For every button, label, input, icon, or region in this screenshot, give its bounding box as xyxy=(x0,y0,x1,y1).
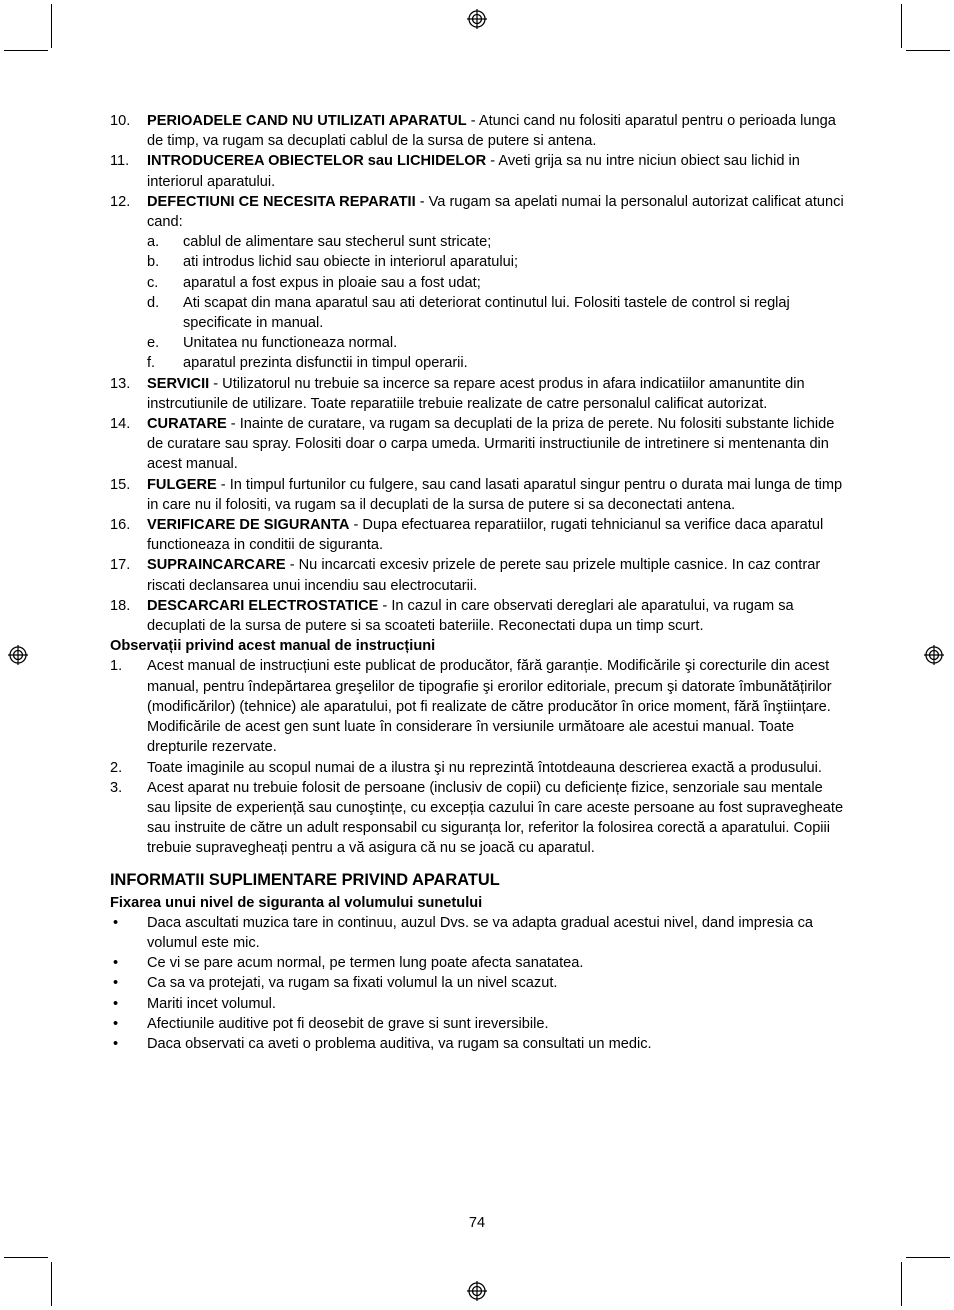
bullet-icon: • xyxy=(113,955,119,972)
item-number: 1. xyxy=(110,658,123,675)
item-number: 17. xyxy=(110,557,131,574)
item-number: 18. xyxy=(110,597,131,614)
list-item xyxy=(110,475,847,515)
item-text: - In cazul in care observati dereglari ale aparatului, va rugam sa decuplati de la sursa de putere si sa scoateti bateriile. Reconectati dupa un timp scurt. xyxy=(147,597,794,635)
sub-item-letter: b. xyxy=(147,254,160,271)
bullet-text: Afectiunile auditive pot fi deosebit de grave si sunt ireversibile. xyxy=(147,1015,549,1032)
bullet-item xyxy=(110,913,847,953)
sub-list-item xyxy=(110,353,847,373)
item-number: 10. xyxy=(110,113,131,129)
list-item xyxy=(110,758,847,778)
sub-item-letter: d. xyxy=(147,294,160,311)
crop-mark xyxy=(51,1262,52,1306)
bullet-text: Mariti incet volumul. xyxy=(147,995,276,1012)
sub-item-text: cablul de alimentare sau stecherul sunt stricate; xyxy=(183,234,492,251)
bullet-text: Ce vi se pare acum normal, pe termen lung poate afecta sanatatea. xyxy=(147,955,584,972)
list-item xyxy=(110,555,847,595)
crop-mark xyxy=(901,4,902,48)
registration-mark-icon xyxy=(8,645,28,665)
sub-list-item xyxy=(110,252,847,272)
sub-list-item xyxy=(110,333,847,353)
item-title: CURATARE xyxy=(147,416,227,433)
list-item xyxy=(110,374,847,414)
item-title: DEFECTIUNI CE NECESITA REPARATII xyxy=(147,193,416,210)
item-number: 14. xyxy=(110,416,131,433)
bullet-icon: • xyxy=(113,975,119,992)
sub-item-text: aparatul a fost expus in ploaie sau a fost udat; xyxy=(183,274,481,291)
item-text: - Nu incarcati excesiv prizele de perete sau prizele multiple casnice. In caz contrar riscati declansarea unui incendiu sau electrocutarii. xyxy=(147,557,821,594)
list-item xyxy=(110,192,847,232)
bullet-item xyxy=(110,1014,847,1034)
item-number: 3. xyxy=(110,779,123,796)
item-text: - Utilizatorul nu trebuie sa incerce sa repare acest produs in afara indicatiilor amanuntite din instrcutiunile de utilizare. Toate reparatiile trebuie realizate de catre personalul calificat autorizat. xyxy=(147,375,805,412)
registration-mark-icon xyxy=(467,1281,487,1301)
item-title: SUPRAINCARCARE xyxy=(147,557,286,574)
bullet-text: Ca sa va protejati, va rugam sa fixati volumul la un nivel scazut. xyxy=(147,975,558,992)
document-body xyxy=(110,111,847,1054)
section-heading: INFORMATII SUPLIMENTARE PRIVIND APARATUL xyxy=(110,870,500,889)
crop-mark xyxy=(51,4,52,48)
sub-item-letter: f. xyxy=(147,355,156,372)
subsection-heading: Fixarea unui nivel de siguranta al volumului sunetului xyxy=(110,894,483,911)
item-number: 13. xyxy=(110,375,131,392)
sub-list-item xyxy=(110,232,847,252)
crop-mark xyxy=(906,50,950,51)
item-number: 12. xyxy=(110,193,131,210)
manual-heading: Observații privind acest manual de instrucțiuni xyxy=(110,638,436,655)
crop-mark xyxy=(4,1257,48,1258)
crop-mark xyxy=(4,50,48,51)
item-text: - Va rugam sa apelati numai la personalul autorizat calificat atunci cand: xyxy=(147,193,844,231)
crop-mark xyxy=(906,1257,950,1258)
list-item xyxy=(110,515,847,555)
bullet-icon: • xyxy=(113,914,119,931)
sub-item-text: Ati scapat din mana aparatul sau ati deteriorat continutul lui. Folositi tastele de control si reglaj specificate in manual. xyxy=(183,294,790,332)
list-item xyxy=(110,414,847,475)
bullet-item xyxy=(110,973,847,993)
registration-mark-icon xyxy=(924,645,944,665)
bullet-icon: • xyxy=(113,1015,119,1032)
sub-list-item xyxy=(110,293,847,333)
item-number: 15. xyxy=(110,476,131,493)
item-number: 2. xyxy=(110,759,123,776)
item-text: Acest manual de instrucțiuni este publicat de producător, fără garanție. Modificările şi corecturile din acest manual, pentru îndepărtarea greşelilor de tipografie şi erorilor editoriale, precum şi datorate îmbunătățirilor (modificărilor) (tehnice) ale aparatului, pot fi realizate de către producător în orice moment, fără înştiințare. Modificările de acest gen sunt luate în considerare în versiunile următoare ale acestui manual. Toate drepturile rezervate. xyxy=(147,658,832,756)
item-number: 11. xyxy=(110,153,130,170)
list-item xyxy=(110,111,847,151)
bullet-icon: • xyxy=(113,995,119,1012)
item-title: FULGERE xyxy=(147,476,217,493)
item-title: INTRODUCEREA OBIECTELOR sau LICHIDELOR xyxy=(147,153,487,170)
sub-list-item xyxy=(110,273,847,293)
list-item xyxy=(110,596,847,636)
item-text: Toate imaginile au scopul numai de a ilustra şi nu reprezintă întotdeauna descrierea exactă a produsului. xyxy=(147,759,822,776)
item-title: SERVICII xyxy=(147,375,210,392)
item-text: Acest aparat nu trebuie folosit de persoane (inclusiv de copii) cu deficiențe fizice, senzoriale sau mentale sau lipsite de experiență sau cunoştințe, cu excepția cazului în care aceste persoane au fost supravegheate sau instruite de către un adult responsabil cu siguranța lor, referitor la folosirea corectă a aparatului. Copiii trebuie supravegheați pentru a vă asigura că nu se joacă cu aparatul. xyxy=(147,779,844,857)
item-text: - Aveti grija sa nu intre niciun obiect sau lichid in interiorul aparatului. xyxy=(147,153,800,190)
item-title: DESCARCARI ELECTROSTATICE xyxy=(147,597,379,614)
bullet-item xyxy=(110,1034,847,1054)
sub-item-text: ati introdus lichid sau obiecte in interiorul aparatului; xyxy=(183,254,519,271)
sub-item-text: Unitatea nu functioneaza normal. xyxy=(183,335,398,352)
list-item xyxy=(110,656,847,757)
list-item xyxy=(110,151,847,191)
registration-mark-icon xyxy=(467,9,487,29)
bullet-item xyxy=(110,953,847,973)
list-item xyxy=(110,778,847,859)
bullet-item xyxy=(110,994,847,1014)
item-text: - Inainte de curatare, va rugam sa decuplati de la priza de perete. Nu folositi substante lichide de curatare sau spray. Folositi doar o carpa umeda. Urmariti instructiunile de intretinere si mentenanta din acest manual. xyxy=(147,416,835,473)
item-title: VERIFICARE DE SIGURANTA xyxy=(147,517,350,534)
item-text: - In timpul furtunilor cu fulgere, sau cand lasati aparatul singur pentru o durata mai lunga de timp in care nu il folositi, va rugam sa il decuplati de la sursa de putere si sa deconectati antena. xyxy=(147,476,843,513)
crop-mark xyxy=(901,1262,902,1306)
item-text: - Dupa efectuarea reparatiilor, rugati tehnicianul sa verifice daca aparatul functioneaza in conditii de siguranta. xyxy=(147,517,824,554)
item-title: PERIOADELE CAND NU UTILIZATI APARATUL xyxy=(147,113,467,129)
page-number: 74 xyxy=(468,1215,486,1231)
bullet-icon: • xyxy=(113,1035,119,1052)
sub-item-text: aparatul prezinta disfunctii in timpul operarii. xyxy=(183,355,468,372)
sub-item-letter: a. xyxy=(147,234,160,251)
item-text: - Atunci cand nu folositi aparatul pentru o perioada lunga de timp, va rugam sa decuplati cablul de la sursa de putere si antena. xyxy=(147,113,836,150)
bullet-text: Daca ascultati muzica tare in continuu, auzul Dvs. se va adapta gradual acestui nivel, dand impresia ca volumul este mic. xyxy=(147,914,813,951)
sub-item-letter: e. xyxy=(147,335,160,352)
item-number: 16. xyxy=(110,517,131,534)
bullet-text: Daca observati ca aveti o problema auditiva, va rugam sa consultati un medic. xyxy=(147,1035,652,1052)
sub-item-letter: c. xyxy=(147,274,159,291)
